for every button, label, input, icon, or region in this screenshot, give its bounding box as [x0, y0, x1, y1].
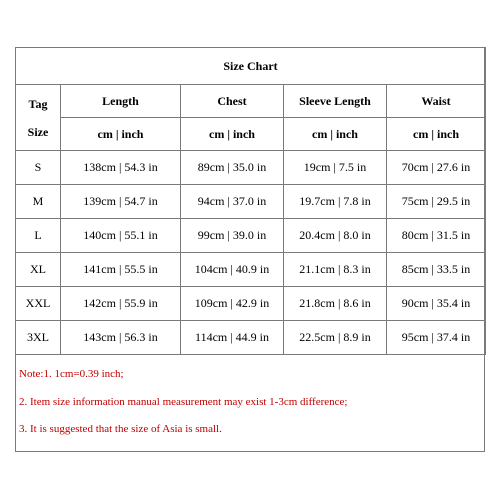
- size-cell: 3XL: [16, 321, 61, 355]
- length-cell: 141cm | 55.5 in: [61, 253, 181, 287]
- size-label: Size: [27, 124, 49, 139]
- waist-cell: 75cm | 29.5 in: [387, 185, 486, 219]
- chest-cell: 89cm | 35.0 in: [181, 151, 284, 185]
- table-row: [16, 219, 486, 253]
- size-cell: M: [16, 185, 61, 219]
- size-cell: L: [16, 219, 61, 253]
- length-cell: 140cm | 55.1 in: [61, 219, 181, 253]
- table-row: [16, 287, 486, 321]
- note-asia-size: 3. It is suggested that the size of Asia is small.: [19, 423, 222, 435]
- table-row: [16, 321, 486, 355]
- header-waist: Waist: [387, 85, 486, 118]
- unit-sleeve-length: cm | inch: [284, 118, 387, 151]
- unit-length: cm | inch: [61, 118, 181, 151]
- waist-cell: 90cm | 35.4 in: [387, 287, 486, 321]
- header-length: Length: [61, 85, 181, 118]
- note-measurement: 2. Item size information manual measurement may exist 1-3cm difference;: [19, 396, 348, 408]
- chest-cell: 104cm | 40.9 in: [181, 253, 284, 287]
- table-row: [16, 185, 486, 219]
- header-chest: Chest: [181, 85, 284, 118]
- waist-cell: 80cm | 31.5 in: [387, 219, 486, 253]
- header-sleeve-length: Sleeve Length: [284, 85, 387, 118]
- length-cell: 138cm | 54.3 in: [61, 151, 181, 185]
- length-cell: 143cm | 56.3 in: [61, 321, 181, 355]
- sleeve-cell: 19.7cm | 7.8 in: [284, 185, 387, 219]
- sleeve-cell: 19cm | 7.5 in: [284, 151, 387, 185]
- waist-cell: 70cm | 27.6 in: [387, 151, 486, 185]
- unit-chest: cm | inch: [181, 118, 284, 151]
- tag-size-header: [16, 85, 61, 151]
- size-cell: XXL: [16, 287, 61, 321]
- size-chart-table: [15, 47, 486, 355]
- sleeve-cell: 21.8cm | 8.6 in: [284, 287, 387, 321]
- chest-cell: 114cm | 44.9 in: [181, 321, 284, 355]
- length-cell: 142cm | 55.9 in: [61, 287, 181, 321]
- size-cell: XL: [16, 253, 61, 287]
- unit-waist: cm | inch: [387, 118, 486, 151]
- length-cell: 139cm | 54.7 in: [61, 185, 181, 219]
- sleeve-cell: 20.4cm | 8.0 in: [284, 219, 387, 253]
- table-row: [16, 151, 486, 185]
- chest-cell: 109cm | 42.9 in: [181, 287, 284, 321]
- size-cell: S: [16, 151, 61, 185]
- waist-cell: 95cm | 37.4 in: [387, 321, 486, 355]
- waist-cell: 85cm | 33.5 in: [387, 253, 486, 287]
- chest-cell: 99cm | 39.0 in: [181, 219, 284, 253]
- sleeve-cell: 21.1cm | 8.3 in: [284, 253, 387, 287]
- chest-cell: 94cm | 37.0 in: [181, 185, 284, 219]
- table-row: [16, 253, 486, 287]
- chart-title: Size Chart: [16, 48, 486, 85]
- tag-label: Tag: [28, 96, 48, 111]
- sleeve-cell: 22.5cm | 8.9 in: [284, 321, 387, 355]
- note-conversion: Note:1. 1cm=0.39 inch;: [19, 368, 124, 380]
